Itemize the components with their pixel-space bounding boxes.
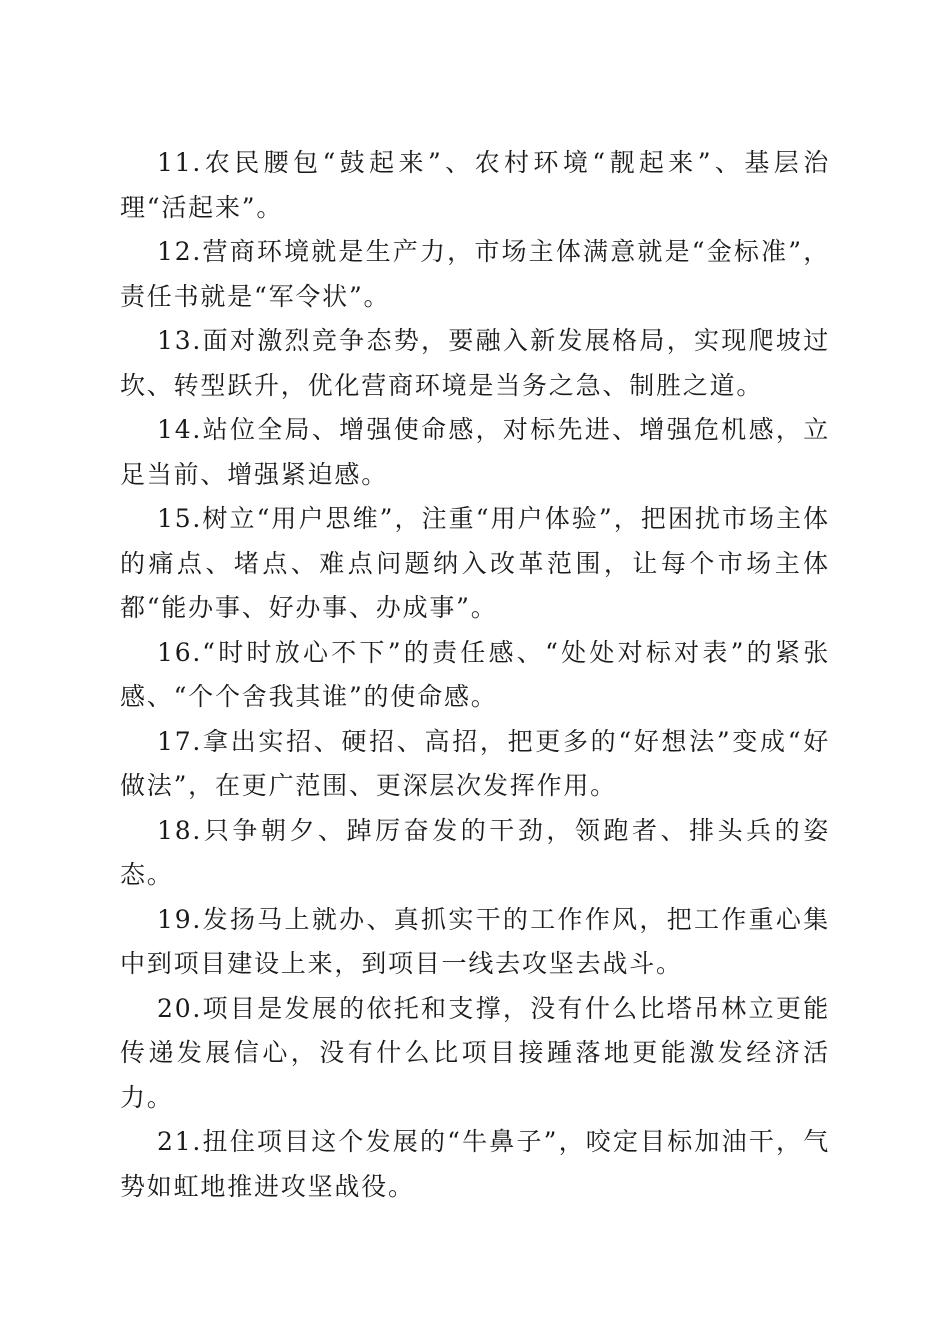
paragraph-17: 17.拿出实招、硬招、高招，把更多的“好想法”变成“好做法”，在更广范围、更深层次发挥作用。 — [120, 726, 830, 800]
paragraph-19: 19.发扬马上就办、真抓实干的工作作风，把工作重心集中到项目建设上来，到项目一线去攻坚去战斗。 — [120, 904, 830, 978]
paragraph-18: 18.只争朝夕、踔厉奋发的干劲，领跑者、排头兵的姿态。 — [120, 815, 830, 889]
paragraph-16: 16.“时时放心不下”的责任感、“处处对标对表”的紧张感、“个个舍我其谁”的使命感。 — [120, 637, 830, 711]
document-body — [120, 141, 830, 1209]
paragraph-15: 15.树立“用户思维”，注重“用户体验”，把困扰市场主体的痛点、堵点、难点问题纳入改革范围，让每个市场主体都“能办事、好办事、办成事”。 — [120, 504, 830, 622]
paragraph-11: 11.农民腰包“鼓起来”、农村环境“靓起来”、基层治理“活起来”。 — [120, 148, 830, 222]
paragraph-20: 20.项目是发展的依托和支撑，没有什么比塔吊林立更能传递发展信心，没有什么比项目接踵落地更能激发经济活力。 — [120, 993, 830, 1112]
paragraph-13: 13.面对激烈竞争态势，要融入新发展格局，实现爬坡过坎、转型跃升，优化营商环境是当务之急、制胜之道。 — [120, 326, 830, 400]
paragraph-14: 14.站位全局、增强使命感，对标先进、增强危机感，立足当前、增强紧迫感。 — [120, 415, 830, 489]
paragraph-21: 21.扭住项目这个发展的“牛鼻子”，咬定目标加油干，气势如虹地推进攻坚战役。 — [120, 1127, 830, 1201]
paragraph-12: 12.营商环境就是生产力，市场主体满意就是“金标准”，责任书就是“军令状”。 — [120, 237, 830, 311]
